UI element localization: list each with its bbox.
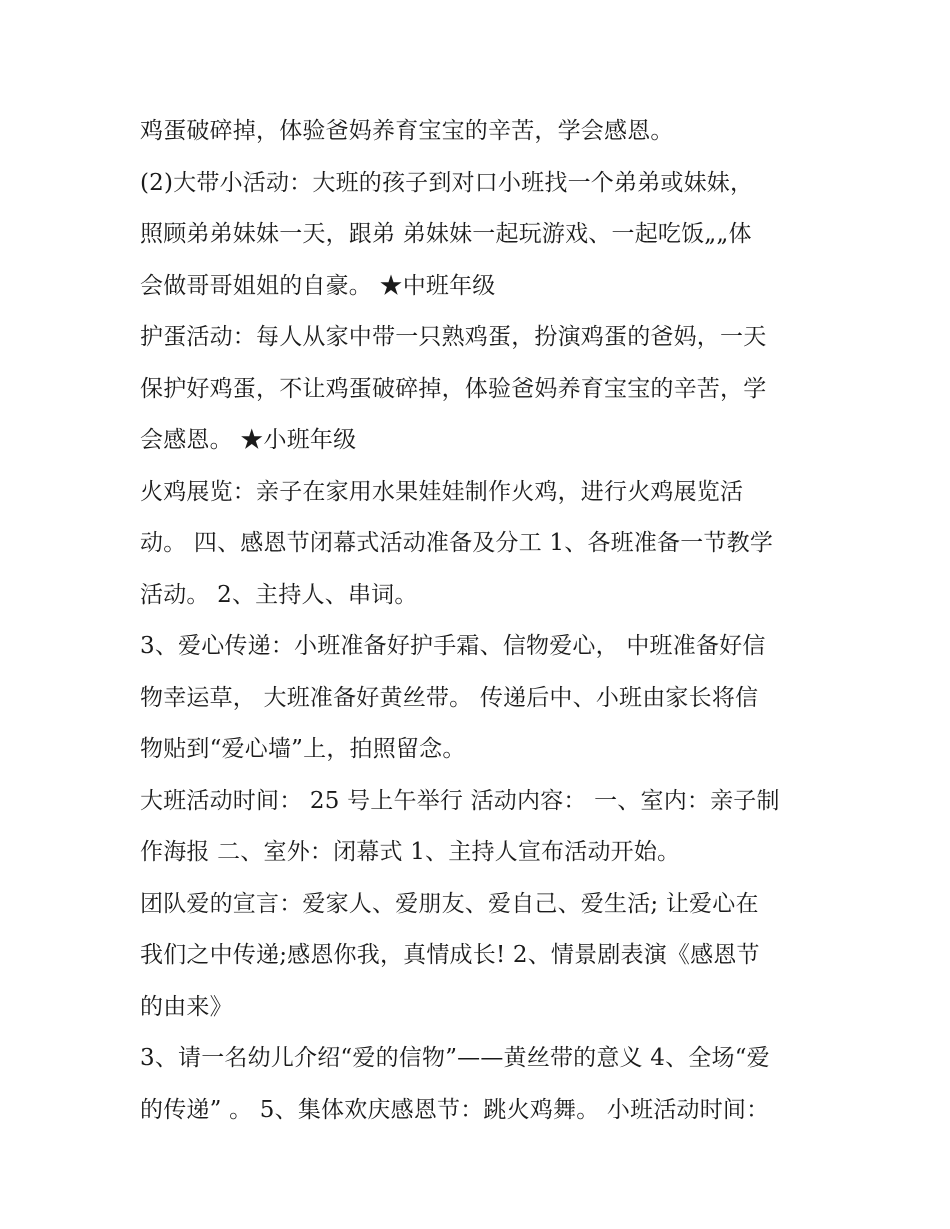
text-line: 会做哥哥姐姐的自豪。 ★中班年级 <box>140 272 496 299</box>
text-line: 会感恩。 ★小班年级 <box>140 427 357 453</box>
text-line: 大班活动时间： 25 号上午举行 活动内容： 一、室内：亲子制 <box>140 787 780 814</box>
text-line: 作海报 二、室外：闭幕式 1、主持人宣布活动开始。 <box>140 839 681 865</box>
text-line: 动。 四、感恩节闭幕式活动准备及分工 1、各班准备一节教学 <box>140 530 774 556</box>
text-line: 3、爱心传递：小班准备好护手霜、信物爱心， 中班准备好信 <box>140 633 766 659</box>
text-line: (2)大带小活动：大班的孩子到对口小班找一个弟弟或妹妹， <box>140 169 754 196</box>
text-line: 我们之中传递;感恩你我，真情成长! 2、情景剧表演《感恩节 <box>140 942 760 968</box>
text-line: 物幸运草， 大班准备好黄丝带。 传递后中、小班由家长将信 <box>140 684 759 711</box>
text-line: 的由来》 <box>140 993 233 1020</box>
text-line: 护蛋活动：每人从家中带一只熟鸡蛋，扮演鸡蛋的爸妈，一天 <box>140 324 767 350</box>
text-line: 物贴到“爱心墙”上，拍照留念。 <box>140 736 466 762</box>
text-line: 保护好鸡蛋，不让鸡蛋破碎掉，体验爸妈养育宝宝的辛苦，学 <box>140 375 767 402</box>
document-body <box>140 106 820 1136</box>
text-line: 的传递” 。 5、集体欢庆感恩节：跳火鸡舞。 小班活动时间： <box>140 1096 770 1123</box>
text-line: 照顾弟弟妹妹一天，跟弟 弟妹妹一起玩游戏、一起吃饭„„体 <box>140 221 752 247</box>
text-line: 活动。 2、主持人、串词。 <box>140 581 418 608</box>
text-line: 火鸡展览：亲子在家用水果娃娃制作火鸡，进行火鸡展览活 <box>140 478 744 505</box>
text-line: 团队爱的宣言：爱家人、爱朋友、爱自己、爱生活; 让爱心在 <box>140 890 759 917</box>
text-line: 3、请一名幼儿介绍“爱的信物”——黄丝带的意义 4、全场“爱 <box>140 1045 770 1071</box>
text-line: 鸡蛋破碎掉，体验爸妈养育宝宝的辛苦，学会感恩。 <box>140 118 674 144</box>
